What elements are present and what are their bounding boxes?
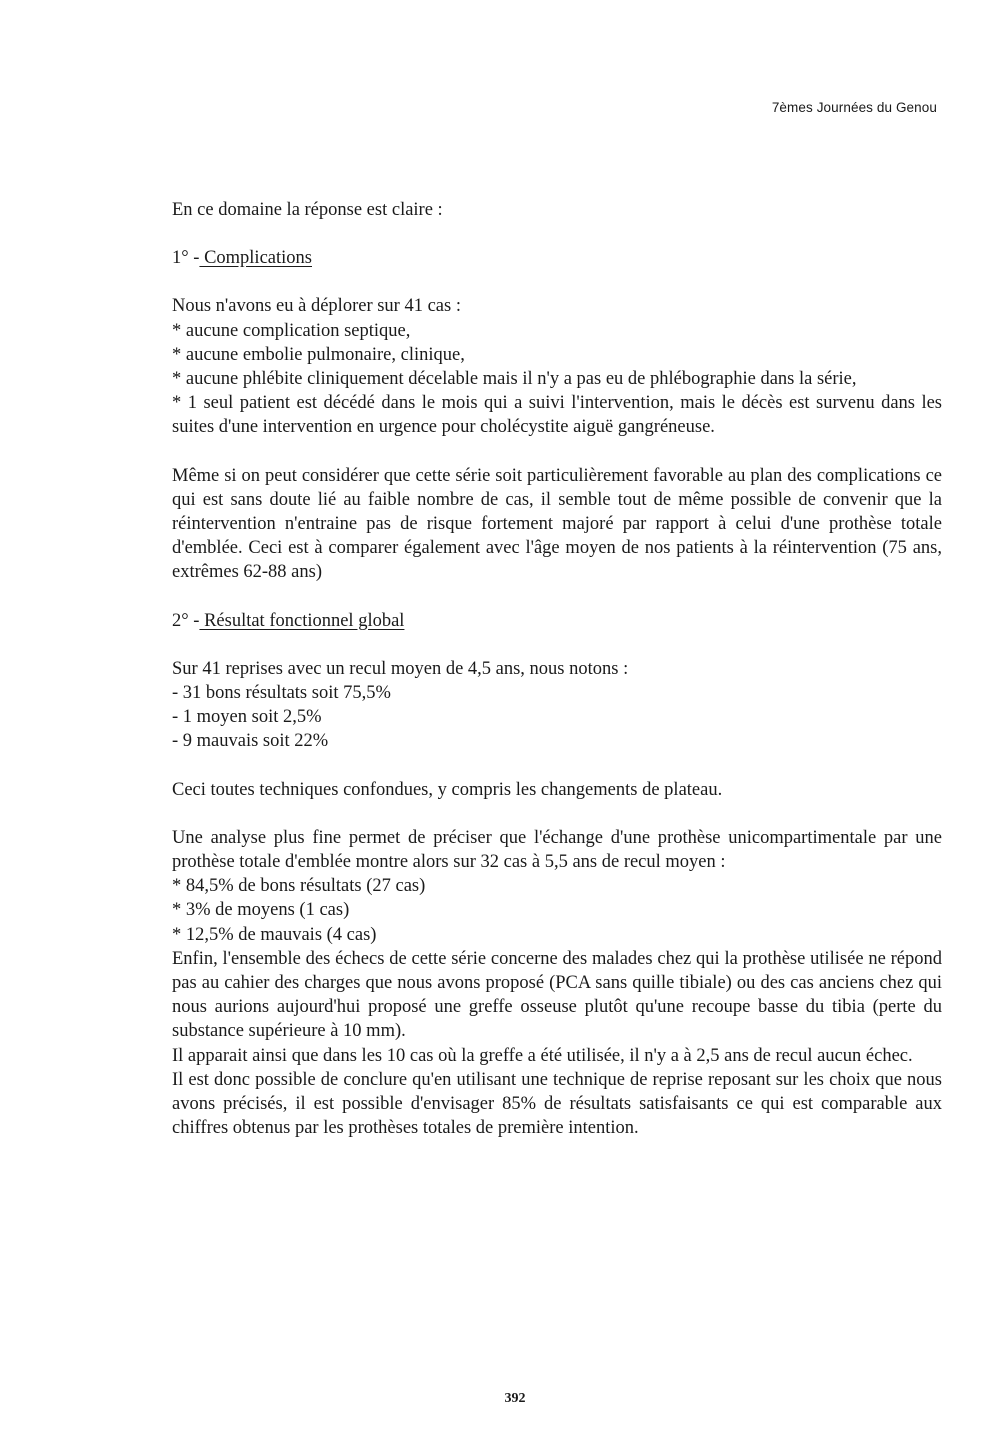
results-lead: Sur 41 reprises avec un recul moyen de 4,5 ans, nous notons :	[172, 658, 629, 679]
section-title: Complications	[199, 248, 312, 269]
running-header: 7èmes Journées du Genou	[771, 100, 937, 115]
section-number: 1° -	[172, 248, 200, 269]
list-item: * 84,5% de bons résultats (27 cas)	[172, 876, 426, 897]
section-heading-complications	[172, 246, 942, 270]
analysis-paragraph: Une analyse plus fine permet de préciser que l'échange d'une prothèse unicompartimentale par une prothèse totale d'emblée montre alors sur 32 cas à 5,5 ans de recul moyen :	[172, 827, 942, 873]
section-heading-results	[172, 609, 942, 633]
complications-lead: Nous n'avons eu à déplorer sur 41 cas :	[172, 296, 461, 317]
page-body	[172, 198, 942, 1141]
list-item: * aucune complication septique,	[172, 320, 411, 341]
list-item: * 1 seul patient est décédé dans le mois qui a suivi l'intervention, mais le décès est survenu dans les suites d'une intervention en urgence pour cholécystite aiguë gangréneuse.	[172, 393, 942, 438]
list-item: * 12,5% de mauvais (4 cas)	[172, 924, 377, 945]
section-title: Résultat fonctionnel global	[199, 610, 405, 631]
list-item: * aucune phlébite cliniquement décelable mais il n'y a pas eu de phlébographie dans la série,	[172, 369, 857, 390]
list-item: * 3% de moyens (1 cas)	[172, 900, 350, 921]
conclusion-paragraph: Enfin, l'ensemble des échecs de cette série concerne des malades chez qui la prothèse utilisée ne répond pas au cahier des charges que nous avons proposé (PCA sans quille tibiale) ou des cas anciens chez qui nous aurions aujourd'hui proposé une greffe osseuse plutôt qu'une recoupe basse du tibia (perte du substance supérieure à 10 mm).	[172, 948, 942, 1042]
list-item: - 9 mauvais soit 22%	[172, 731, 329, 752]
results-note: Ceci toutes techniques confondues, y compris les changements de plateau.	[172, 779, 723, 800]
list-item: - 31 bons résultats soit 75,5%	[172, 683, 391, 704]
section-number: 2° -	[172, 610, 200, 631]
page-footer	[0, 1391, 987, 1407]
complications-paragraph: Même si on peut considérer que cette série soit particulièrement favorable au plan des complications ce qui est sans doute lié au faible nombre de cas, il semble tout de même possible de convenir que la réintervention n'entraine pas de risque fortement majoré par rapport à celui d'une prothèse totale d'emblée. Ceci est à comparer également avec l'âge moyen de nos patients à la réintervention (75 ans, extrêmes 62-88 ans)	[172, 465, 942, 583]
list-item: * aucune embolie pulmonaire, clinique,	[172, 344, 465, 365]
list-item: - 1 moyen soit 2,5%	[172, 707, 322, 728]
conclusion-paragraph: Il est donc possible de conclure qu'en utilisant une technique de reprise reposant sur les choix que nous avons précisés, il est possible d'envisager 85% de résultats satisfaisants ce qui est comparable aux chiffres obtenus par les prothèses totales de première intention.	[172, 1069, 942, 1139]
page-number: 392	[504, 1391, 526, 1406]
intro-sentence: En ce domaine la réponse est claire :	[172, 200, 443, 220]
conclusion-paragraph: Il apparait ainsi que dans les 10 cas où la greffe a été utilisée, il n'y a à 2,5 ans de recul aucun échec.	[172, 1045, 913, 1066]
